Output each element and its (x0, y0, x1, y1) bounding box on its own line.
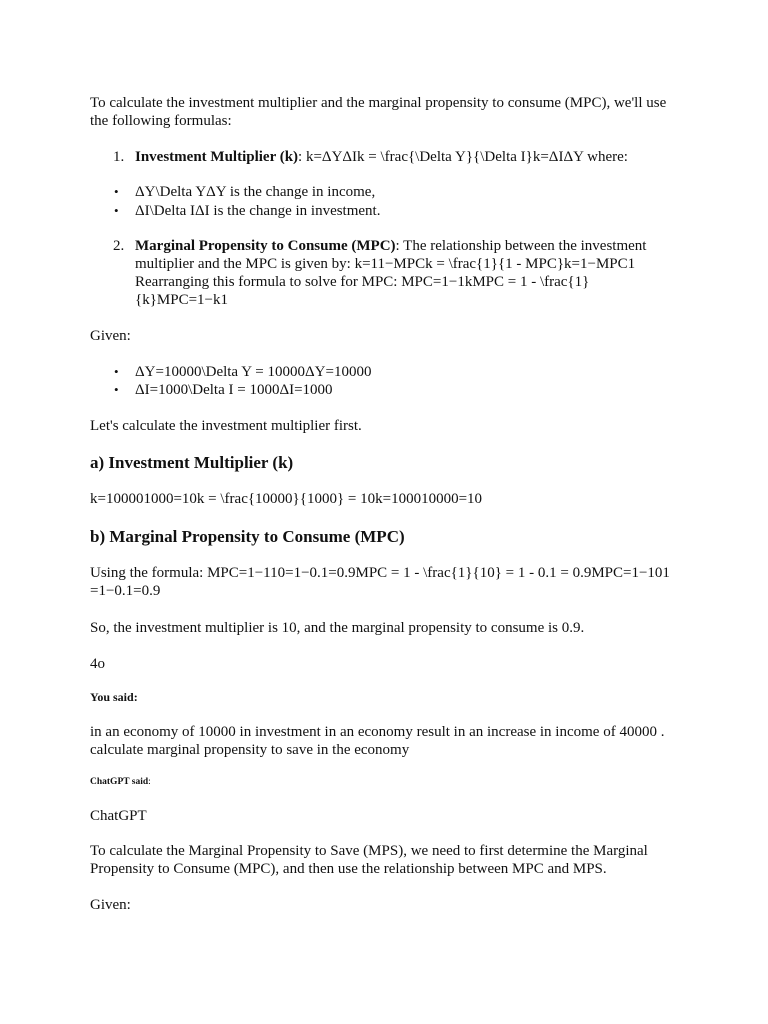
formula-a: k=100001000=10k = \frac{10000}{1000} = 10k=100010000=10 (90, 491, 483, 507)
conclusion-paragraph: So, the investment multiplier is 10, and the marginal propensity to consume is 0.9. (90, 620, 585, 636)
term-investment-multiplier: Investment Multiplier (k) (135, 149, 299, 165)
list-number: 1. (113, 149, 125, 165)
bullet-text: ΔY=10000\Delta Y = 10000ΔY=10000 (135, 364, 372, 380)
bullet-text: ΔY\Delta YΔY is the change in income, (135, 184, 376, 200)
model-tag: 4o (90, 656, 105, 672)
list-number: 2. (113, 238, 125, 254)
chatgpt-name: ChatGPT (90, 808, 147, 824)
formula-mpc: : The relationship between the investment multiplier and the MPC is given by: k=11−MPCk = \frac{1}{1 - MPC}k=1−MPC1 Rearranging this formula to solve for MPC: MPC=1−1kMPC = 1 - \frac{1}{k}MPC=1−k1 (135, 238, 647, 308)
chatgpt-said-label: ChatGPT said: (90, 777, 151, 787)
bullet-icon: • (114, 364, 119, 379)
bullet-text: ΔI\Delta IΔI is the change in investment. (135, 203, 381, 219)
given-label-2: Given: (90, 897, 131, 913)
formula-b: Using the formula: MPC=1−110=1−0.1=0.9MPC = 1 - \frac{1}{10} = 1 - 0.1 = 0.9MPC=1−101 =1−0.1=0.9 (90, 565, 670, 599)
bullet-icon: • (114, 203, 119, 218)
bullet-text: ΔI=1000\Delta I = 1000ΔI=1000 (135, 382, 333, 398)
bullet-icon: • (114, 382, 119, 397)
calc-first-paragraph: Let's calculate the investment multiplier first. (90, 418, 362, 434)
bullet-icon: • (114, 184, 119, 199)
term-mpc: Marginal Propensity to Consume (MPC) (135, 238, 396, 254)
given-label: Given: (90, 328, 131, 344)
mps-intro-paragraph: To calculate the Marginal Propensity to Save (MPS), we need to first determine the Marginal Propensity to Consume (MPC), and then use the relationship between MPC and MPS. (90, 843, 648, 877)
heading-investment-multiplier: a) Investment Multiplier (k) (90, 453, 294, 472)
user-question: in an economy of 10000 in investment in an economy result in an increase in income of 40000 . calculate marginal propensity to save in the economy (90, 724, 665, 758)
you-said-label: You said: (90, 690, 138, 704)
formula-k: : k=ΔYΔIk = \frac{\Delta Y}{\Delta I}k=ΔIΔY where: (298, 149, 628, 165)
intro-paragraph: To calculate the investment multiplier and the marginal propensity to consume (MPC), we'll use the following formulas: (90, 95, 667, 129)
heading-mpc: b) Marginal Propensity to Consume (MPC) (90, 527, 405, 546)
